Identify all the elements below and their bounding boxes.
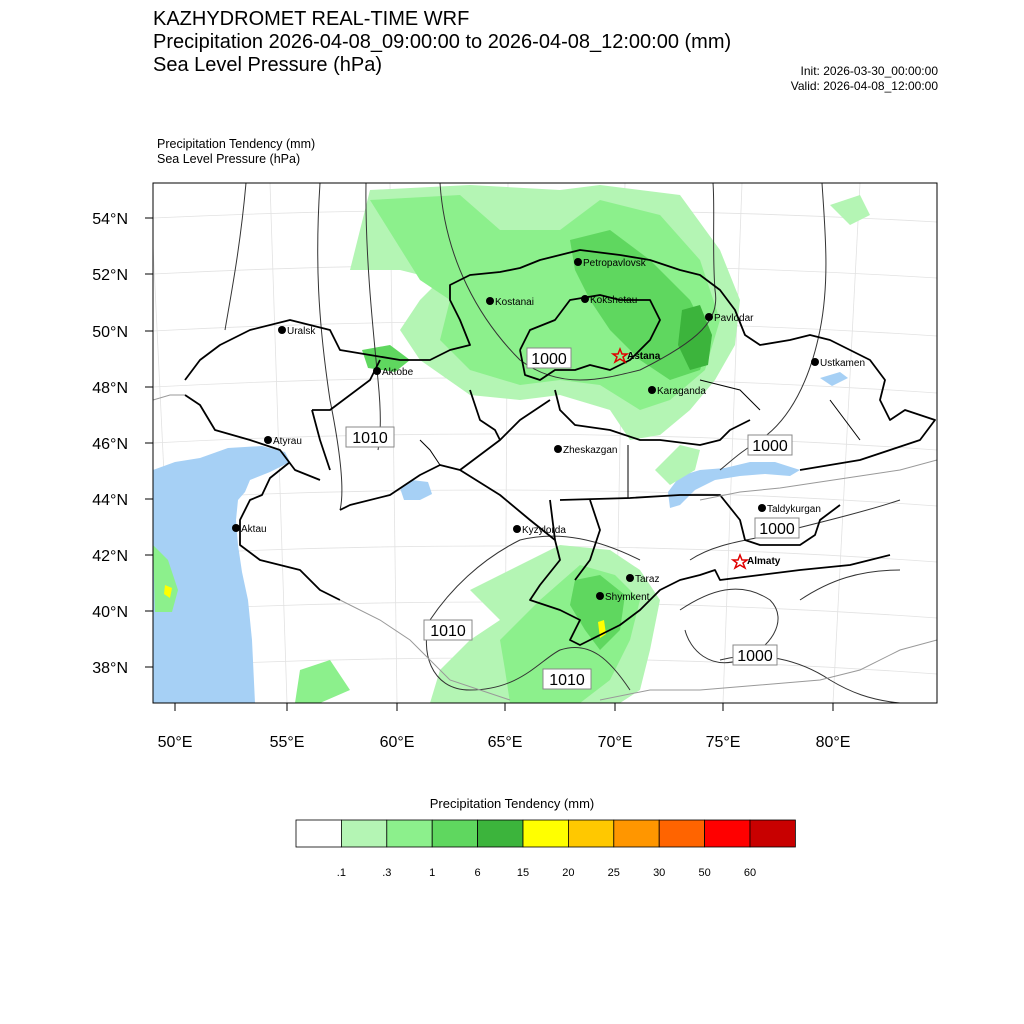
- lat-label: 40°N: [92, 604, 128, 621]
- svg-text:Kostanai: Kostanai: [495, 297, 534, 308]
- lon-label: 65°E: [487, 734, 523, 751]
- colorbar-label: 6: [474, 867, 481, 879]
- lon-label: 55°E: [269, 734, 305, 751]
- svg-text:1000: 1000: [759, 521, 795, 538]
- field-precip: Precipitation Tendency (mm): [157, 137, 316, 151]
- colorbar-swatch: [614, 820, 659, 847]
- svg-text:Karaganda: Karaganda: [657, 386, 706, 397]
- colorbar-title: Precipitation Tendency (mm): [429, 796, 595, 811]
- isobar-label: [543, 669, 591, 689]
- lat-label: 48°N: [92, 380, 128, 397]
- svg-text:Astana: Astana: [627, 351, 661, 362]
- svg-text:Petropavlovsk: Petropavlovsk: [583, 258, 646, 269]
- isobar-label: [424, 620, 472, 640]
- colorbar-swatch: [296, 820, 341, 847]
- colorbar-swatch: [432, 820, 477, 847]
- lat-label: 44°N: [92, 492, 128, 509]
- lat-label: 46°N: [92, 436, 128, 453]
- svg-text:1000: 1000: [531, 351, 567, 368]
- colorbar-swatch: [705, 820, 750, 847]
- svg-text:Zheskazgan: Zheskazgan: [563, 445, 618, 456]
- svg-text:Taldykurgan: Taldykurgan: [767, 504, 821, 515]
- city-ustkamen: [811, 358, 865, 369]
- model-title: KAZHYDROMET REAL-TIME WRF: [153, 8, 470, 30]
- lon-label: 70°E: [597, 734, 633, 751]
- svg-text:Atyrau: Atyrau: [273, 436, 302, 447]
- valid-time: Valid: 2026-04-08_12:00:00: [790, 79, 938, 93]
- svg-text:Aktobe: Aktobe: [382, 367, 414, 378]
- lon-label: 50°E: [157, 734, 193, 751]
- lat-label: 52°N: [92, 267, 128, 284]
- isobar-label: [748, 435, 792, 455]
- isobar-label: [346, 427, 394, 447]
- svg-text:Almaty: Almaty: [747, 556, 781, 567]
- svg-text:Taraz: Taraz: [635, 574, 660, 585]
- colorbar-swatch: [568, 820, 613, 847]
- colorbar-label: 50: [698, 867, 711, 879]
- colorbar-label: 15: [516, 867, 530, 879]
- svg-text:1010: 1010: [430, 623, 466, 640]
- colorbar-swatch: [387, 820, 432, 847]
- lat-label: 38°N: [92, 660, 128, 677]
- lon-label: 75°E: [705, 734, 741, 751]
- city-zheskazgan: [554, 445, 617, 456]
- field-slp: Sea Level Pressure (hPa): [157, 152, 301, 166]
- colorbar-label: .1: [336, 867, 346, 879]
- lat-label: 42°N: [92, 548, 128, 565]
- svg-text:1010: 1010: [549, 672, 585, 689]
- svg-text:1000: 1000: [737, 648, 773, 665]
- isobar-label: [733, 645, 777, 665]
- svg-text:Kyzylorda: Kyzylorda: [522, 525, 566, 536]
- svg-text:Kokshetau: Kokshetau: [590, 295, 638, 306]
- colorbar-label: 30: [653, 867, 666, 879]
- lat-labels: [92, 211, 128, 677]
- colorbar-swatch: [523, 820, 568, 847]
- colorbar-swatch: [478, 820, 523, 847]
- colorbar-swatch: [750, 820, 795, 847]
- colorbar-label: 20: [562, 867, 575, 879]
- init-time: Init: 2026-03-30_00:00:00: [800, 64, 938, 78]
- lat-label: 54°N: [92, 211, 128, 228]
- lon-label: 80°E: [815, 734, 851, 751]
- precip-period-title: Precipitation 2026-04-08_09:00:00 to 2026-04-08_12:00:00 (mm): [153, 31, 732, 53]
- colorbar-label: 25: [607, 867, 620, 879]
- isobar-label: [755, 518, 799, 538]
- city-shymkent: [596, 592, 650, 603]
- lon-label: 60°E: [379, 734, 415, 751]
- city-taldykurgan: [758, 504, 821, 515]
- slp-title: Sea Level Pressure (hPa): [153, 54, 383, 76]
- city-karaganda: [648, 386, 706, 397]
- colorbar-label: 60: [743, 867, 757, 879]
- svg-text:Uralsk: Uralsk: [287, 326, 316, 337]
- colorbar: [296, 820, 795, 847]
- isobar-label: [527, 348, 571, 368]
- svg-text:Pavlodar: Pavlodar: [714, 313, 754, 324]
- svg-text:Ustkamen: Ustkamen: [820, 358, 866, 369]
- svg-text:1000: 1000: [752, 438, 788, 455]
- city-petropavlovsk: [574, 258, 647, 269]
- colorbar-label: .3: [382, 867, 392, 879]
- colorbar-swatch: [659, 820, 704, 847]
- colorbar-swatch: [341, 820, 386, 847]
- svg-text:Aktau: Aktau: [241, 524, 267, 535]
- svg-text:1010: 1010: [352, 430, 388, 447]
- svg-text:Shymkent: Shymkent: [605, 592, 650, 603]
- city-kokshetau: [581, 295, 637, 306]
- lat-label: 50°N: [92, 324, 128, 341]
- lon-labels: [158, 734, 851, 751]
- colorbar-label: 1: [429, 867, 436, 879]
